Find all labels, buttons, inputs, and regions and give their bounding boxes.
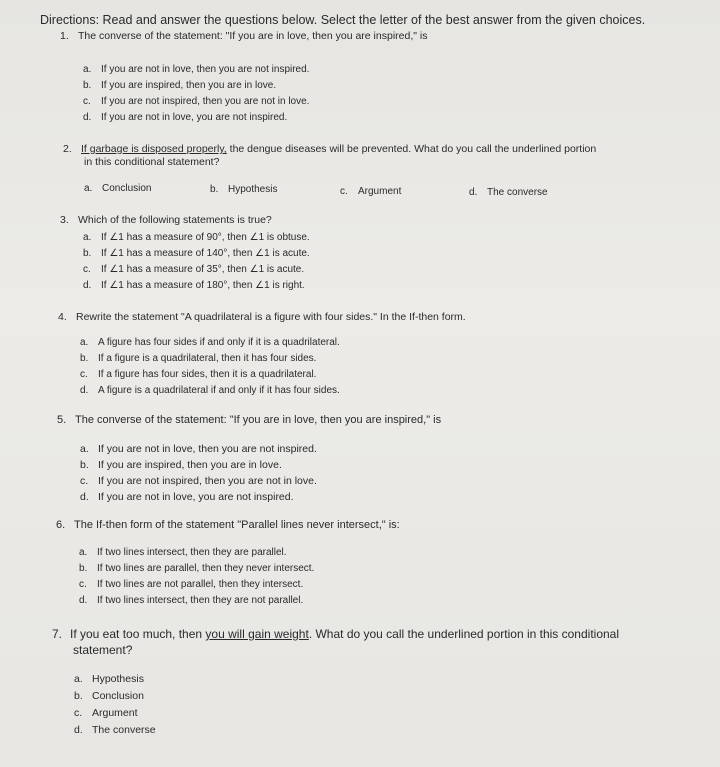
directions bbox=[40, 13, 645, 27]
question-number: 6. bbox=[56, 519, 66, 531]
question-number: 1. bbox=[60, 30, 69, 42]
q2-option-b: b. Hypothesis bbox=[210, 184, 278, 195]
q1-option-d: d. If you are not in love, you are not inspired. bbox=[83, 112, 288, 123]
q6-option-d: d. If two lines intersect, then they are not parallel. bbox=[79, 595, 304, 606]
question-7: 7. If you eat too much, then you will gain weight. What do you call the underlined portion in this conditional bbox=[52, 627, 620, 641]
q7-option-b: b. Conclusion bbox=[74, 690, 144, 702]
question-2-line2: in this conditional statement? bbox=[84, 156, 220, 168]
question-number: 5. bbox=[57, 414, 67, 426]
q6-option-a: a. If two lines intersect, then they are parallel. bbox=[79, 547, 287, 558]
q4-option-b: b. If a figure is a quadrilateral, then it has four sides. bbox=[80, 353, 317, 364]
question-text: The converse of the statement: "If you are in love, then you are inspired," is bbox=[78, 30, 428, 42]
question-number: 4. bbox=[58, 311, 67, 323]
q7-option-a: a. Hypothesis bbox=[74, 673, 144, 685]
q3-option-d: d. If ∠1 has a measure of 180°, then ∠1 is right. bbox=[83, 280, 305, 291]
q1-option-c: c. If you are not inspired, then you are not in love. bbox=[83, 96, 310, 107]
question-6 bbox=[56, 519, 400, 531]
question-1 bbox=[60, 30, 427, 42]
q4-option-d: d. A figure is a quadrilateral if and only if it has four sides. bbox=[80, 385, 340, 396]
question-text: The If-then form of the statement "Parallel lines never intersect," is: bbox=[74, 519, 400, 531]
question-text: Which of the following statements is true? bbox=[78, 214, 272, 226]
q5-option-d: d. If you are not in love, you are not inspired. bbox=[80, 491, 294, 503]
q4-option-c: c. If a figure has four sides, then it is a quadrilateral. bbox=[80, 369, 317, 380]
underlined-portion: you will gain weight bbox=[205, 627, 309, 641]
q6-option-b: b. If two lines are parallel, then they never intersect. bbox=[79, 563, 315, 574]
q5-option-c: c. If you are not inspired, then you are not in love. bbox=[80, 475, 317, 487]
q2-option-c: c. Argument bbox=[340, 186, 402, 197]
q3-option-c: c. If ∠1 has a measure of 35°, then ∠1 is acute. bbox=[83, 264, 305, 275]
question-number: 7. bbox=[52, 627, 63, 641]
question-5 bbox=[57, 414, 441, 426]
q5-option-b: b. If you are inspired, then you are in love. bbox=[80, 459, 282, 471]
question-text: Rewrite the statement "A quadrilateral is a figure with four sides." In the If-then form. bbox=[76, 311, 466, 323]
question-2: 2. If garbage is disposed properly, the dengue diseases will be prevented. What do you call the underlined portion bbox=[63, 143, 597, 155]
q7-option-c: c. Argument bbox=[74, 707, 138, 719]
q7-option-d: d. The converse bbox=[74, 724, 156, 736]
q1-option-a: a. If you are not in love, then you are not inspired. bbox=[83, 64, 310, 75]
q5-option-a: a. If you are not in love, then you are not inspired. bbox=[80, 443, 317, 455]
q6-option-c: c. If two lines are not parallel, then they intersect. bbox=[79, 579, 304, 590]
question-4 bbox=[58, 311, 466, 323]
q3-option-b: b. If ∠1 has a measure of 140°, then ∠1 is acute. bbox=[83, 248, 310, 259]
question-3 bbox=[60, 214, 272, 226]
question-number: 2. bbox=[63, 143, 72, 155]
q1-option-b: b. If you are inspired, then you are in love. bbox=[83, 80, 277, 91]
directions-text: Read and answer the questions below. Select the letter of the best answer from the given choices. bbox=[99, 13, 646, 27]
q2-option-a: a. Conclusion bbox=[84, 183, 152, 194]
question-text: The converse of the statement: "If you are in love, then you are inspired," is bbox=[75, 414, 442, 426]
q4-option-a: a. A figure has four sides if and only if it is a quadrilateral. bbox=[80, 337, 340, 348]
question-7-line2: statement? bbox=[73, 643, 133, 657]
underlined-portion: If garbage is disposed properly, bbox=[81, 143, 227, 155]
question-number: 3. bbox=[60, 214, 69, 226]
directions-label: Directions: bbox=[40, 13, 100, 27]
q3-option-a: a. If ∠1 has a measure of 90°, then ∠1 is obtuse. bbox=[83, 232, 310, 243]
q2-option-d: d. The converse bbox=[469, 187, 548, 198]
